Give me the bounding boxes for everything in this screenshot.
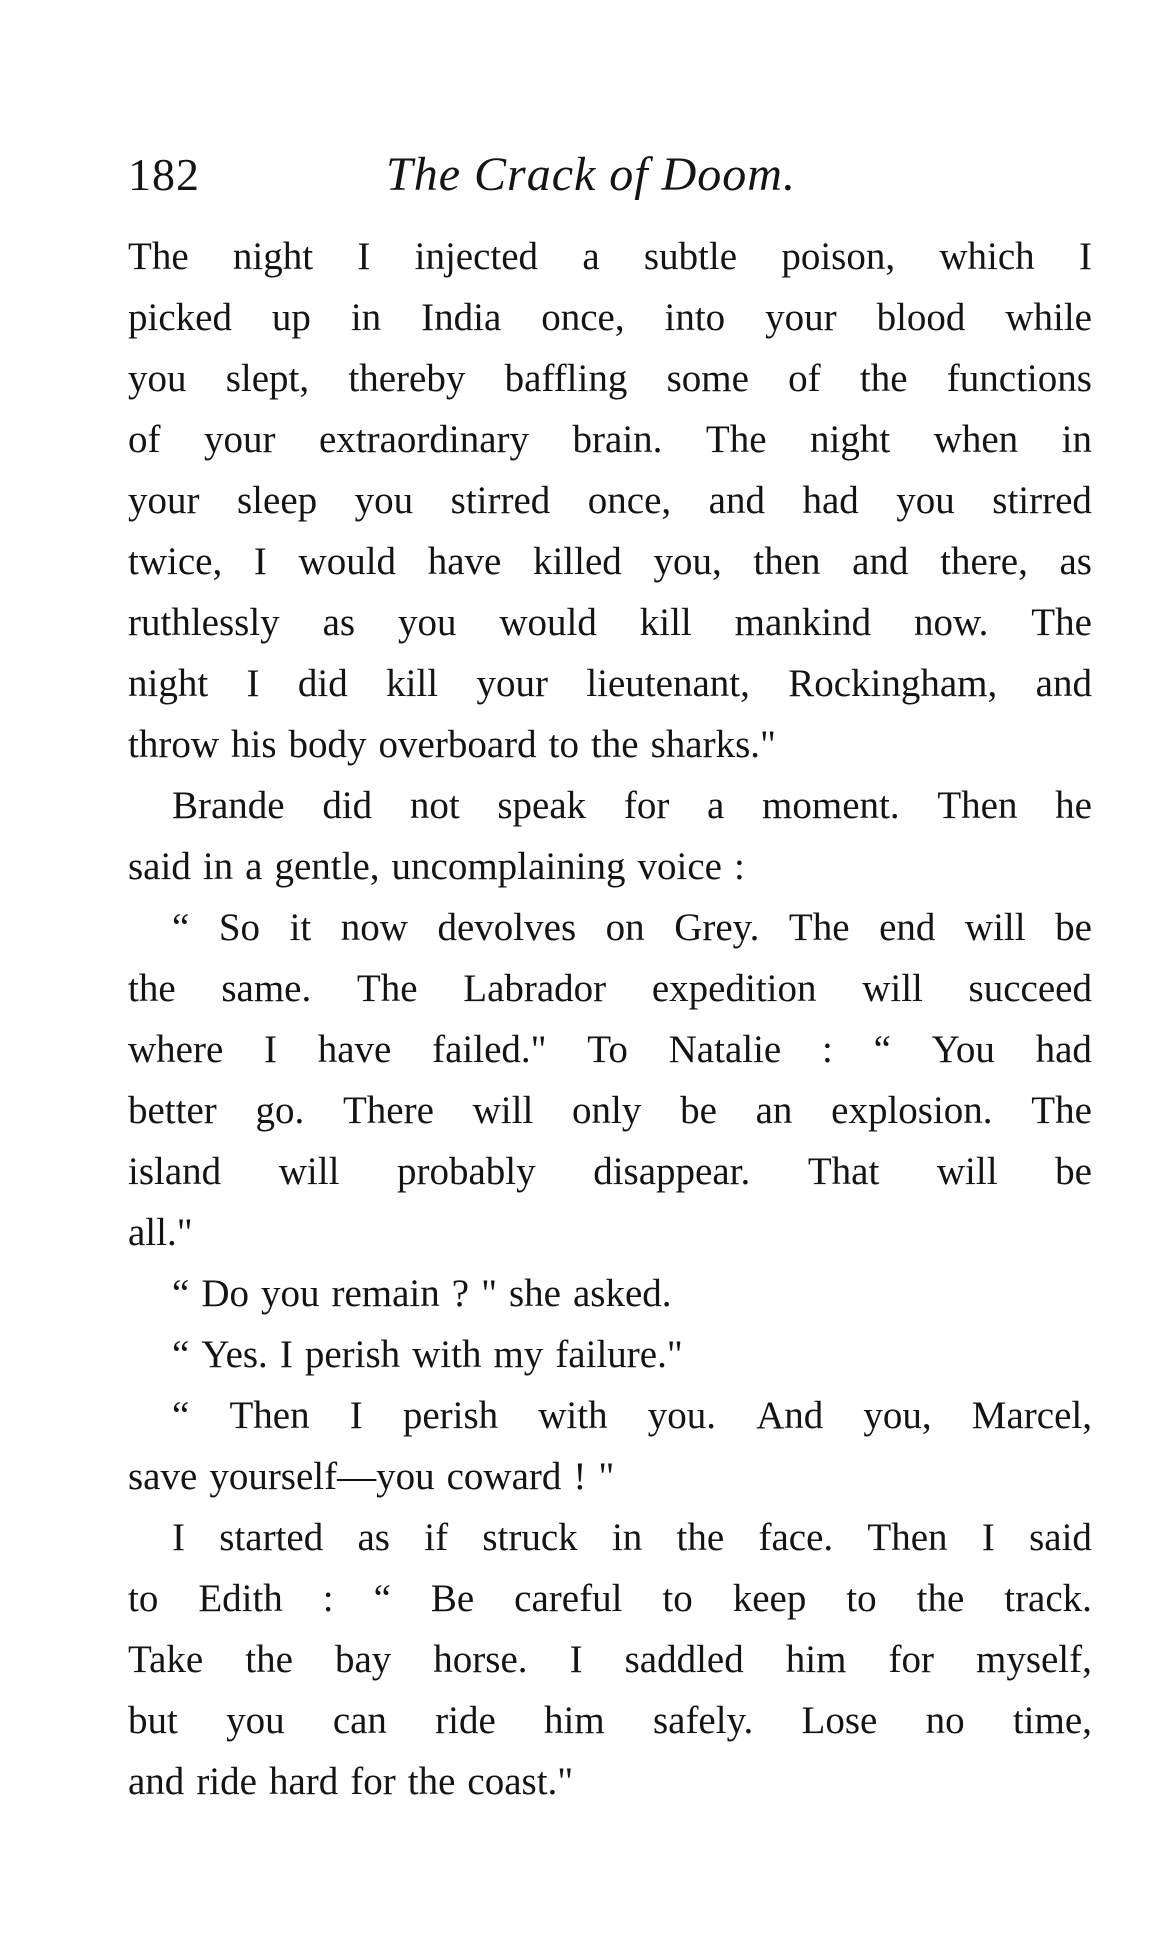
word: an [755,1089,793,1132]
word: him [785,1638,847,1681]
text-line [128,775,1092,836]
word: said [1029,1516,1092,1559]
word: started [219,1516,324,1559]
word: brain. [572,418,663,461]
word: did [322,784,373,827]
word: mankind [734,601,872,644]
word: you. [647,1394,716,1437]
word: up [271,296,311,339]
word: will [472,1089,534,1132]
word: you [397,601,457,644]
word: him [544,1699,605,1742]
word: track. [1004,1577,1092,1620]
word: I [246,662,260,705]
word: Labrador [463,967,607,1010]
word: if [424,1516,449,1559]
word: a [707,784,725,827]
word: body [288,723,367,766]
word: would [298,540,397,583]
word: will [278,1150,340,1193]
body-text [128,226,1092,1812]
word: “ [172,1333,190,1376]
word: The [788,906,850,949]
word: Yes. [201,1333,268,1376]
word: will [862,967,923,1010]
word: the [859,357,908,400]
word: ride [196,1760,257,1803]
word: uncomplaining [391,845,626,888]
text-line [128,348,1092,409]
word: poison, [781,235,896,278]
word: with [412,1333,482,1376]
word: twice, [128,540,223,583]
word: baffling [504,357,628,400]
text-line [128,897,1092,958]
word: injected [414,235,539,278]
word: And [756,1394,824,1437]
text-line [128,1751,1092,1812]
page-header [128,140,1088,210]
word: devolves [437,906,577,949]
word: kill [386,662,439,705]
word: have [317,1028,392,1071]
word: the [590,723,639,766]
word: be [1055,906,1092,949]
word: time, [1012,1699,1092,1742]
paragraph [128,897,1092,1263]
word: had [802,479,859,522]
word: a [582,235,600,278]
word: for [888,1638,934,1681]
word: saddled [624,1638,744,1681]
running-title: The Crack of Doom. [386,148,796,201]
word: killed [532,540,622,583]
word: disappear. [593,1150,751,1193]
word: Edith [198,1577,283,1620]
word: To [587,1028,628,1071]
word: safely. [652,1699,754,1742]
word: asked. [573,1272,672,1315]
word: perish [304,1333,401,1376]
text-line [128,1690,1092,1751]
word: The [1031,601,1092,644]
word: you [354,479,414,522]
word: struck [482,1516,578,1559]
word: and [708,479,765,522]
word: but [128,1699,178,1742]
word: I [264,1028,278,1071]
word: “ [873,1028,891,1071]
word: keep [732,1577,807,1620]
word: myself, [975,1638,1092,1681]
word: There [342,1089,434,1132]
word: stirred [992,479,1092,522]
word: save [128,1455,198,1498]
word: I [1078,235,1092,278]
word: picked [128,296,232,339]
word: some [666,357,749,400]
word: it [289,906,312,949]
word: Then [229,1394,310,1437]
paragraph [128,226,1092,775]
word: for [350,1760,396,1803]
text-line [128,409,1092,470]
word: perish [402,1394,499,1437]
word: on [605,906,645,949]
word: expedition [651,967,817,1010]
word: your [128,479,200,522]
word: ? [451,1272,470,1315]
word: ! [573,1455,587,1498]
word: all." [128,1211,193,1254]
word: with [538,1394,608,1437]
word: : [821,1028,833,1071]
word: in [202,845,234,888]
word: when [933,418,1019,461]
word: you [896,479,955,522]
word: into [664,296,726,339]
word: The [128,235,189,278]
word: Brande [172,784,285,827]
word: can [332,1699,387,1742]
word: the [676,1516,725,1559]
word: Lose [801,1699,878,1742]
word: hard [268,1760,339,1803]
word: in [350,296,382,339]
word: I [569,1638,583,1681]
word: ride [435,1699,496,1742]
word: failure." [555,1333,683,1376]
word: The [356,967,418,1010]
word: a [245,845,263,888]
paragraph [128,1324,1092,1385]
word: “ [172,906,190,949]
word: which [939,235,1035,278]
word: to [128,1577,159,1620]
word: your [203,418,276,461]
word: once, [541,296,625,339]
word: once, [587,479,672,522]
paragraph [128,1507,1092,1812]
word: to [548,723,579,766]
word: Rockingham, [788,662,998,705]
text-line [128,1141,1092,1202]
word: you, [863,1394,932,1437]
text-line [128,1202,1092,1263]
text-line [128,1446,1092,1507]
text-line [128,1385,1092,1446]
word: for [623,784,670,827]
page-number: 182 [128,149,200,200]
word: would [499,601,597,644]
word: you [128,357,187,400]
word: lieutenant, [586,662,750,705]
word: have [427,540,502,583]
text-line [128,1507,1092,1568]
word: as [322,601,356,644]
text-line [128,653,1092,714]
word: Do [201,1272,249,1315]
word: thereby [348,357,466,400]
word: and [128,1760,185,1803]
text-line [128,287,1092,348]
word: of [788,357,821,400]
word: night [232,235,314,278]
word: kill [639,601,692,644]
word: I [357,235,371,278]
word: Then [937,784,1018,827]
word: while [1005,296,1092,339]
word: face. [758,1516,834,1559]
word: “ [172,1394,190,1437]
word: be [680,1089,717,1132]
word: : [733,845,745,888]
word: where [128,1028,224,1071]
paragraph [128,1385,1092,1507]
word: You [931,1028,995,1071]
word: failed." [432,1028,547,1071]
word: no [925,1699,965,1742]
word: That [807,1150,880,1193]
word: of [128,418,161,461]
word: your [765,296,837,339]
paragraph [128,1263,1092,1324]
word: in [611,1516,643,1559]
text-line [128,592,1092,653]
word: moment. [762,784,900,827]
word: coast." [467,1760,574,1803]
word: Then [867,1516,948,1559]
word: in [1061,418,1092,461]
word: your [476,662,548,705]
word: the [916,1577,965,1620]
word: " [598,1455,615,1498]
text-line [128,1568,1092,1629]
word: the [407,1760,456,1803]
word: my [493,1333,544,1376]
word: succeed [968,967,1092,1010]
word: coward [446,1455,562,1498]
text-line [128,531,1092,592]
word: : [322,1577,334,1620]
word: gentle, [274,845,380,888]
text-line [128,1019,1092,1080]
word: did [297,662,348,705]
word: only [572,1089,642,1132]
word: as [1059,540,1092,583]
word: you [226,1699,285,1742]
text-line [128,470,1092,531]
word: he [1055,784,1092,827]
word: now [340,906,408,949]
word: ruthlessly [128,601,280,644]
word: subtle [643,235,738,278]
word: and [852,540,909,583]
word: will [936,1150,998,1193]
word: then [753,540,821,583]
word: explosion. [831,1089,993,1132]
text-line [128,836,1092,897]
word: I [279,1333,293,1376]
word: yourself—you [209,1455,435,1498]
word: you [260,1272,320,1315]
word: Natalie [668,1028,782,1071]
word: the [245,1638,293,1681]
word: throw [128,723,219,766]
word: extraordinary [318,418,530,461]
word: blood [876,296,966,339]
word: Be [430,1577,475,1620]
word: not [409,784,460,827]
word: and [1035,662,1092,705]
word: sleep [237,479,318,522]
word: India [421,296,502,339]
word: careful [514,1577,623,1620]
text-line [128,226,1092,287]
word: she [509,1272,561,1315]
word: sharks." [650,723,776,766]
word: I [349,1394,363,1437]
word: remain [331,1272,440,1315]
word: there, [940,540,1028,583]
word: I [981,1516,995,1559]
text-line [128,1629,1092,1690]
word: night [128,662,209,705]
word: overboard [378,723,537,766]
word: probably [397,1150,536,1193]
word: I [172,1516,185,1559]
word: “ [373,1577,391,1620]
word: same. [221,967,312,1010]
word: end [879,906,936,949]
word: Take [128,1638,204,1681]
word: Grey. [674,906,760,949]
word: slept, [225,357,310,400]
word: to [846,1577,877,1620]
word: be [1055,1150,1092,1193]
word: said [128,845,191,888]
word: go. [255,1089,305,1132]
word: will [964,906,1026,949]
text-line [128,1080,1092,1141]
word: now. [914,601,989,644]
word: horse. [433,1638,528,1681]
word: I [253,540,267,583]
text-line [128,1263,1092,1324]
word: his [231,723,277,766]
word: speak [497,784,587,827]
word: Marcel, [971,1394,1092,1437]
text-line [128,958,1092,1019]
text-line [128,714,1092,775]
word: functions [946,357,1092,400]
word: the [128,967,176,1010]
word: you, [653,540,722,583]
word: had [1035,1028,1092,1071]
word: So [218,906,261,949]
word: “ [172,1272,190,1315]
word: voice [637,845,722,888]
word: The [705,418,767,461]
word: The [1031,1089,1092,1132]
word: bay [334,1638,392,1681]
paragraph [128,775,1092,897]
word: night [810,418,891,461]
word: stirred [450,479,551,522]
word: to [662,1577,693,1620]
word: better [128,1089,217,1132]
word: island [128,1150,222,1193]
text-line [128,1324,1092,1385]
word: as [357,1516,390,1559]
word: " [481,1272,497,1315]
